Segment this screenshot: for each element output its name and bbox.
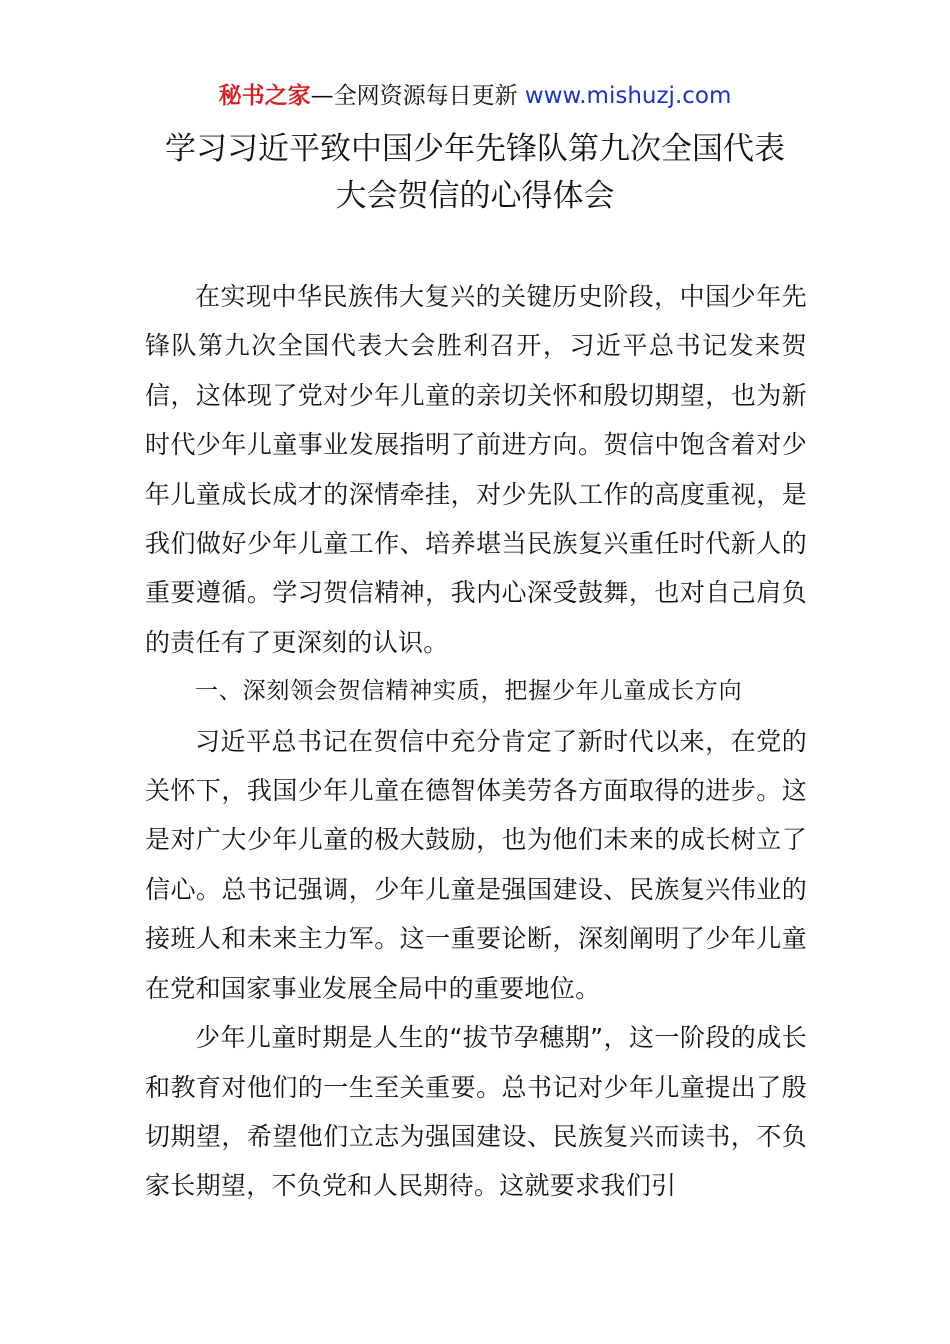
site-header xyxy=(0,80,950,112)
site-url-link[interactable]: www.mishuzj.com xyxy=(524,83,732,109)
document-body xyxy=(145,272,807,1211)
header-tagline: —全网资源每日更新 xyxy=(310,83,518,109)
body-paragraph: 少年儿童时期是人生的“拔节孕穗期”，这一阶段的成长和教育对他们的一生至关重要。总书记对少年儿童提出了殷切期望，希望他们立志为强国建设、民族复兴而读书，不负家长期望，不负党和人民期待。这就要求我们引 xyxy=(145,1023,807,1201)
intro-paragraph: 在实现中华民族伟大复兴的关键历史阶段，中国少年先锋队第九次全国代表大会胜利召开，习近平总书记发来贺信，这体现了党对少年儿童的亲切关怀和殷切期望，也为新时代少年儿童事业发展指明了前进方向。贺信中饱含着对少年儿童成长成才的深情牵挂，对少先队工作的高度重视，是我们做好少年儿童工作、培养堪当民族复兴重任时代新人的重要遵循。学习贺信精神，我内心深受鼓舞，也对自己肩负的责任有了更深刻的认识。 xyxy=(145,282,807,657)
title-line-2: 大会贺信的心得体会 xyxy=(335,178,615,214)
section-heading: 一、深刻领会贺信精神实质，把握少年儿童成长方向 xyxy=(195,678,743,705)
title-line-1: 学习习近平致中国少年先锋队第九次全国代表 xyxy=(165,131,785,167)
body-paragraph: 习近平总书记在贺信中充分肯定了新时代以来，在党的关怀下，我国少年儿童在德智体美劳各方面取得的进步。这是对广大少年儿童的极大鼓励，也为他们未来的成长树立了信心。总书记强调，少年儿童是强国建设、民族复兴伟业的接班人和未来主力军。这一重要论断，深刻阐明了少年儿童在党和国家事业发展全局中的重要地位。 xyxy=(145,726,807,1003)
brand-name: 秘书之家 xyxy=(218,83,311,109)
document-title xyxy=(0,126,950,220)
